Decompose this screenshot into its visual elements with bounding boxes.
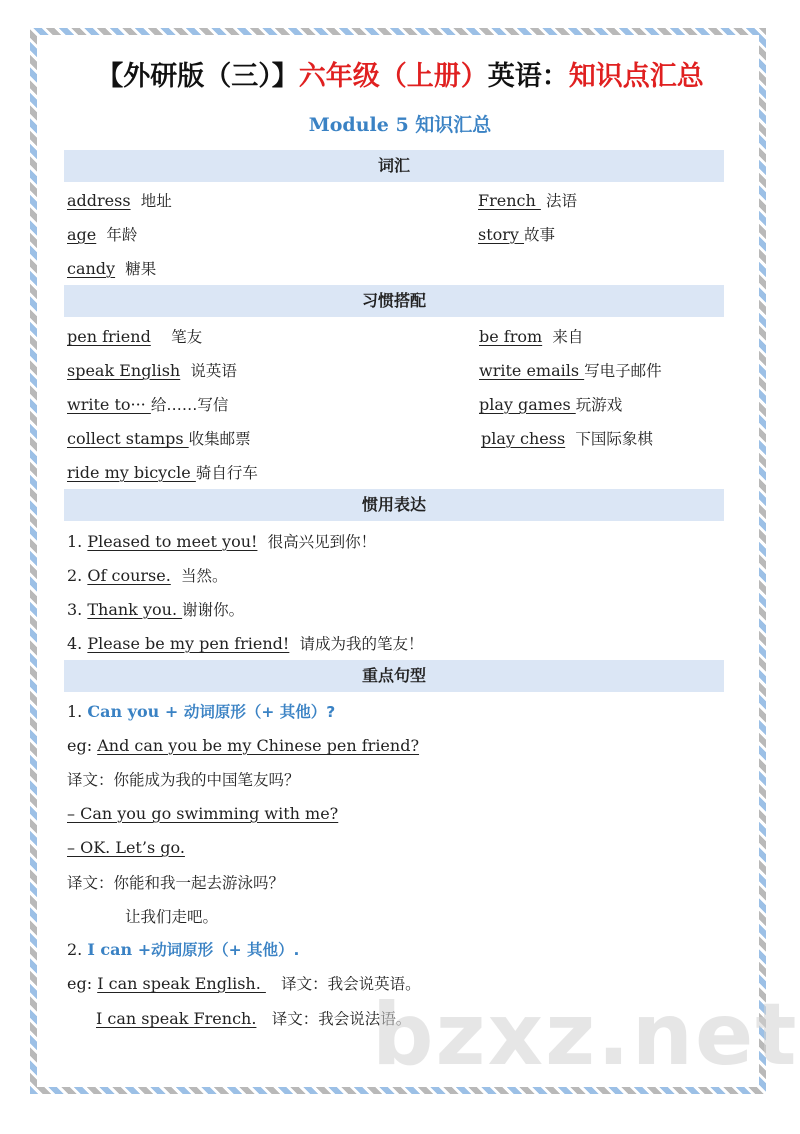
vocab-item: age 年龄	[67, 225, 138, 244]
pattern-heading: 1. Can you + 动词原形（+ 其他）?	[67, 702, 336, 721]
section-header-patterns: 重点句型	[64, 660, 724, 692]
example-sentence: I can speak French. 译文：我会说法语。	[96, 1009, 412, 1028]
pattern-heading: 2. I can +动词原形（+ 其他）.	[67, 940, 300, 959]
collocation-item: be from 来自	[479, 327, 584, 346]
collocation-item: ride my bicycle 骑自行车	[67, 463, 258, 482]
section-header-collocations: 习惯搭配	[64, 285, 724, 317]
expression-item: 3. Thank you. 谢谢你。	[67, 600, 245, 619]
expression-item: 1. Pleased to meet you! 很高兴见到你！	[67, 532, 377, 551]
page-title: 【外研版（三）】六年级（上册）英语：知识点汇总	[96, 61, 704, 92]
translation: 让我们走吧。	[125, 908, 219, 926]
example-sentence: eg: I can speak English. 译文：我会说英语。	[67, 974, 421, 993]
decorative-border	[30, 28, 766, 1094]
vocab-item: address 地址	[67, 191, 172, 210]
collocation-item: collect stamps 收集邮票	[67, 429, 251, 448]
expression-item: 4. Please be my pen friend! 请成为我的笔友！	[67, 634, 424, 653]
expression-item: 2. Of course. 当然。	[67, 566, 228, 585]
module-subtitle: Module 5 知识汇总	[308, 114, 492, 136]
watermark: bzxz.net	[372, 985, 799, 1085]
vocab-item: French 法语	[478, 191, 577, 210]
collocation-item: write emails 写电子邮件	[479, 361, 662, 380]
collocation-item: speak English 说英语	[67, 361, 237, 380]
translation: 译文：你能成为我的中国笔友吗？	[67, 771, 300, 789]
vocab-item: story 故事	[478, 225, 556, 244]
dialogue-line: – OK. Let’s go.	[67, 838, 185, 857]
example-sentence: eg: And can you be my Chinese pen friend?	[67, 736, 420, 755]
vocab-item: candy 糖果	[67, 259, 157, 278]
collocation-item: pen friend 笔友	[67, 327, 203, 346]
translation: 译文：你能和我一起去游泳吗？	[67, 874, 285, 892]
section-header-expressions: 惯用表达	[64, 489, 724, 521]
collocation-item: play games 玩游戏	[479, 395, 623, 414]
dialogue-line: – Can you go swimming with me?	[67, 804, 339, 823]
collocation-item: play chess 下国际象棋	[481, 429, 653, 448]
section-header-vocab: 词汇	[64, 150, 724, 182]
collocation-item: write to··· 给……写信	[67, 395, 229, 414]
